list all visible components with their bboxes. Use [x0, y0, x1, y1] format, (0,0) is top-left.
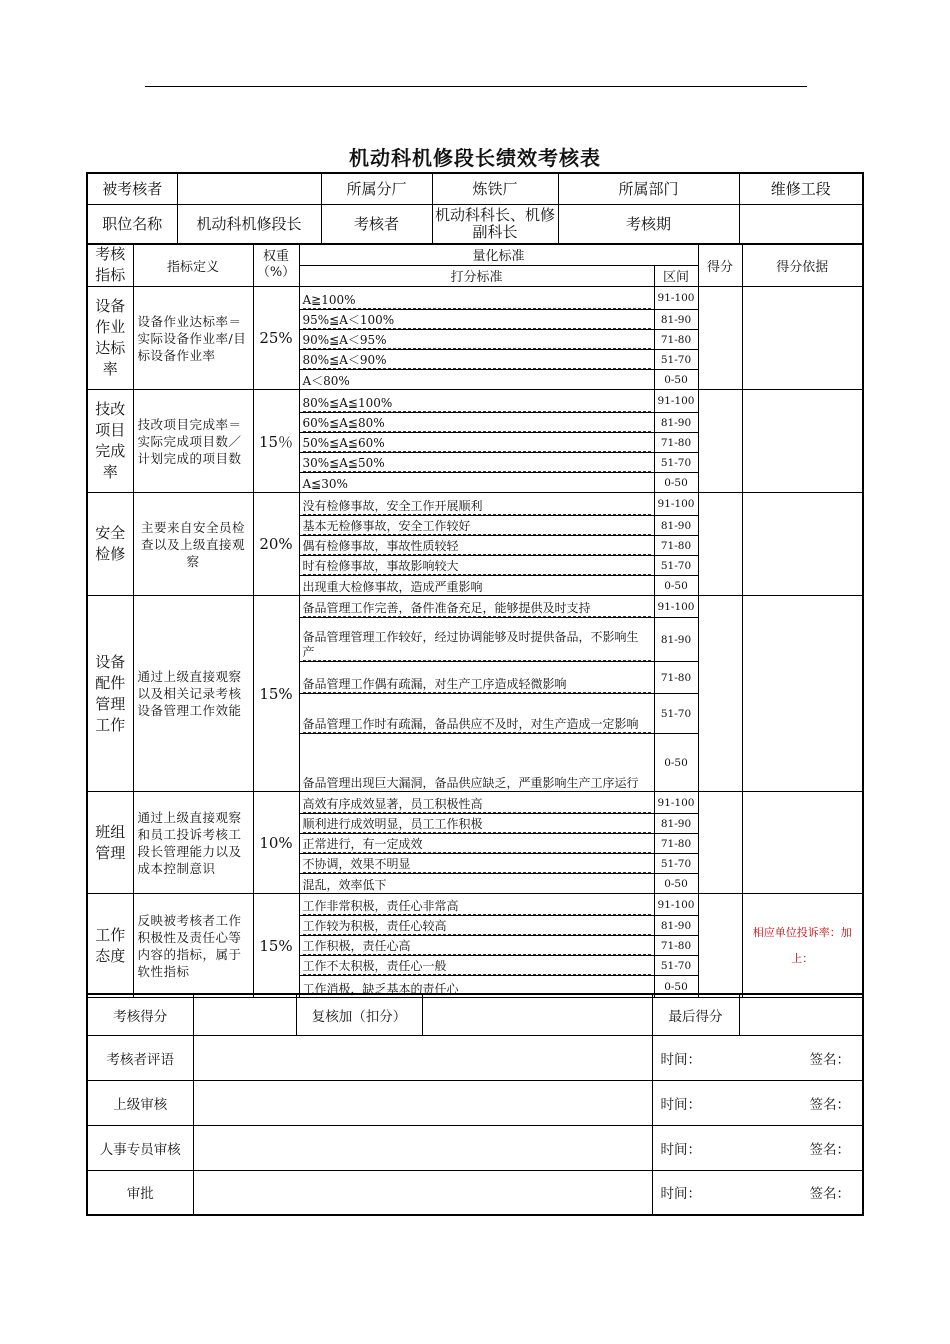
- scoring-criterion: [299, 916, 654, 936]
- scoring-criterion: [299, 814, 654, 834]
- score-range: 81-90: [654, 413, 698, 433]
- criterion-text: 90%≦A＜95%: [303, 333, 651, 349]
- score-range: 51-70: [654, 556, 698, 576]
- criterion-text: 不协调，效果不明显: [303, 857, 651, 873]
- label-branch: 所属分厂: [321, 173, 432, 204]
- score-range: 0-50: [654, 576, 698, 596]
- criterion-text: 50%≦A≦60%: [303, 436, 651, 452]
- score-range: 81-90: [654, 916, 698, 936]
- score-cell[interactable]: [698, 287, 742, 390]
- indicator-weight: 20%: [253, 493, 299, 596]
- indicator-name: 工作态度: [87, 894, 133, 998]
- criterion-text: 顺利进行成效明显，员工工作积极: [303, 817, 651, 833]
- page-title: 机动科机修段长绩效考核表: [349, 146, 601, 170]
- top-rule: [145, 86, 807, 87]
- value-assessment-score[interactable]: [193, 994, 296, 1035]
- indicator-row: [87, 596, 863, 618]
- score-range: 81-90: [654, 814, 698, 834]
- label-assessee: 被考核者: [87, 173, 177, 204]
- indicator-definition: 技改项目完成率＝实际完成项目数／计划完成的项目数: [133, 390, 253, 493]
- criterion-text: 高效有序成效显著，员工积极性高: [303, 797, 651, 813]
- col-basis: 得分依据: [742, 244, 863, 287]
- scoring-criterion: [299, 894, 654, 916]
- scoring-criterion: [299, 792, 654, 814]
- indicator-definition: 通过上级直接观察以及相关记录考核设备管理工作效能: [133, 596, 253, 792]
- approval-comment[interactable]: [193, 1035, 652, 1080]
- scoring-criterion: [299, 473, 654, 493]
- approval-row: [87, 1170, 863, 1215]
- label-final-score: 最后得分: [652, 994, 739, 1035]
- col-indicator: 考核指标: [87, 244, 133, 287]
- scoring-criterion: [299, 310, 654, 330]
- score-cell[interactable]: [698, 894, 742, 998]
- scoring-criterion: [299, 694, 654, 734]
- indicator-table: [86, 243, 864, 998]
- indicator-row: [87, 792, 863, 814]
- approval-label: 上级审核: [87, 1080, 193, 1125]
- label-position: 职位名称: [87, 204, 177, 244]
- approval-signature: 签名：: [739, 1035, 863, 1080]
- value-period[interactable]: [739, 204, 863, 244]
- col-quant: 量化标准: [299, 244, 698, 266]
- approval-signature: 签名：: [739, 1170, 863, 1215]
- score-cell[interactable]: [698, 596, 742, 792]
- value-final-score[interactable]: [739, 994, 863, 1035]
- basis-cell[interactable]: [742, 792, 863, 894]
- value-assessor: 机动科科长、机修副科长: [432, 204, 558, 244]
- scoring-criterion: [299, 493, 654, 516]
- indicator-definition: 设备作业达标率＝实际设备作业率/目标设备作业率: [133, 287, 253, 390]
- scoring-criterion: [299, 734, 654, 792]
- header-table: [86, 172, 864, 245]
- score-range: 51-70: [654, 350, 698, 370]
- criterion-text: 工作积极，责任心高: [303, 939, 651, 955]
- criterion-text: 工作消极，缺乏基本的责任心: [302, 982, 459, 996]
- indicator-name: 设备作业达标率: [87, 287, 133, 390]
- score-range: 0-50: [654, 976, 698, 998]
- indicator-row: [87, 894, 863, 916]
- approval-label: 审批: [87, 1170, 193, 1215]
- scoring-criterion: [299, 453, 654, 473]
- approval-time: 时间：: [652, 1035, 739, 1080]
- scoring-criterion: [299, 287, 654, 310]
- score-range: 71-80: [654, 433, 698, 453]
- criterion-text: 基本无检修事故，安全工作较好: [303, 519, 651, 535]
- criterion-text: A≦30%: [302, 477, 348, 491]
- indicator-row: [87, 493, 863, 516]
- approval-comment[interactable]: [193, 1170, 652, 1215]
- score-range: 71-80: [654, 536, 698, 556]
- scoring-criterion: [299, 413, 654, 433]
- indicator-definition: 反映被考核者工作积极性及责任心等内容的指标，属于软性指标: [133, 894, 253, 998]
- basis-cell[interactable]: [742, 287, 863, 390]
- score-cell[interactable]: [698, 493, 742, 596]
- score-range: 91-100: [654, 287, 698, 310]
- approval-label: 人事专员审核: [87, 1125, 193, 1170]
- indicator-row: [87, 390, 863, 413]
- scoring-criterion: [299, 370, 654, 390]
- criterion-text: 时有检修事故，事故影响较大: [303, 559, 651, 575]
- value-position: 机动科机修段长: [177, 204, 321, 244]
- indicator-weight: 10%: [253, 792, 299, 894]
- scoring-criterion: [299, 350, 654, 370]
- basis-cell[interactable]: [742, 596, 863, 792]
- criterion-text: 备品管理出现巨大漏洞，备品供应缺乏，严重影响生产工序运行: [302, 776, 639, 790]
- label-period: 考核期: [558, 204, 739, 244]
- approval-row: [87, 1035, 863, 1080]
- value-branch: 炼铁厂: [432, 173, 558, 204]
- label-assessor: 考核者: [321, 204, 432, 244]
- score-range: 71-80: [654, 662, 698, 694]
- approval-time: 时间：: [652, 1170, 739, 1215]
- indicator-weight: 15%: [253, 894, 299, 998]
- scoring-criterion: [299, 390, 654, 413]
- indicator-weight: 25%: [253, 287, 299, 390]
- approval-comment[interactable]: [193, 1080, 652, 1125]
- score-cell[interactable]: [698, 390, 742, 493]
- score-range: 0-50: [654, 734, 698, 792]
- approval-signature: 签名：: [739, 1080, 863, 1125]
- score-range: 0-50: [654, 473, 698, 493]
- approval-row: [87, 1080, 863, 1125]
- basis-cell[interactable]: [742, 390, 863, 493]
- score-range: 0-50: [654, 874, 698, 894]
- indicator-row: [87, 287, 863, 310]
- label-assessment-score: 考核得分: [87, 994, 193, 1035]
- criterion-text: A≧100%: [303, 293, 651, 309]
- indicator-name: 安全检修: [87, 493, 133, 596]
- scoring-criterion: [299, 618, 654, 662]
- score-range: 51-70: [654, 956, 698, 976]
- score-range: 71-80: [654, 834, 698, 854]
- score-range: 51-70: [654, 854, 698, 874]
- criterion-text: 备品管理工作偶有疏漏，对生产工序造成轻微影响: [303, 677, 651, 693]
- criterion-text: 没有检修事故，安全工作开展顺利: [303, 499, 651, 515]
- scoring-criterion: [299, 936, 654, 956]
- score-range: 0-50: [654, 370, 698, 390]
- scoring-criterion: [299, 536, 654, 556]
- approval-comment[interactable]: [193, 1125, 652, 1170]
- basis-cell[interactable]: [742, 493, 863, 596]
- criterion-text: 30%≦A≦50%: [303, 456, 651, 472]
- indicator-name: 设备配件管理工作: [87, 596, 133, 792]
- indicator-name: 班组管理: [87, 792, 133, 894]
- approval-signature: 签名：: [739, 1125, 863, 1170]
- label-review-adjust: 复核加（扣分）: [296, 994, 422, 1035]
- score-range: 51-70: [654, 694, 698, 734]
- col-scoring: 打分标准: [299, 265, 654, 287]
- criterion-text: 备品管理工作完善，备件准备充足，能够提供及时支持: [303, 601, 651, 617]
- score-cell[interactable]: [698, 792, 742, 894]
- scoring-criterion: [299, 516, 654, 536]
- indicator-definition: 通过上级直接观察和员工投诉考核工段长管理能力以及成本控制意识: [133, 792, 253, 894]
- score-range: 71-80: [654, 330, 698, 350]
- scoring-criterion: [299, 576, 654, 596]
- scoring-criterion: [299, 834, 654, 854]
- scoring-criterion: [299, 556, 654, 576]
- col-weight: 权重（%）: [253, 244, 299, 287]
- scoring-criterion: [299, 330, 654, 350]
- criterion-text: 80%≦A≦100%: [303, 396, 651, 412]
- value-assessee[interactable]: [177, 173, 321, 204]
- score-range: 81-90: [654, 618, 698, 662]
- criterion-text: 正常进行，有一定成效: [303, 837, 651, 853]
- value-department: 维修工段: [739, 173, 863, 204]
- score-range: 81-90: [654, 516, 698, 536]
- score-range: 91-100: [654, 493, 698, 516]
- criterion-text: 出现重大检修事故，造成严重影响: [302, 580, 483, 594]
- scoring-criterion: [299, 874, 654, 894]
- score-range: 91-100: [654, 596, 698, 618]
- approval-time: 时间：: [652, 1125, 739, 1170]
- indicator-name: 技改项目完成率: [87, 390, 133, 493]
- score-range: 91-100: [654, 390, 698, 413]
- approval-row: [87, 1125, 863, 1170]
- score-range: 71-80: [654, 936, 698, 956]
- scoring-criterion: [299, 854, 654, 874]
- criterion-text: 工作较为积极，责任心较高: [303, 919, 651, 935]
- col-range: 区间: [654, 265, 698, 287]
- approval-time: 时间：: [652, 1080, 739, 1125]
- criterion-text: 95%≦A＜100%: [303, 313, 651, 329]
- label-department: 所属部门: [558, 173, 739, 204]
- indicator-weight: 15%: [253, 596, 299, 792]
- scoring-criterion: [299, 956, 654, 976]
- col-definition: 指标定义: [133, 244, 253, 287]
- approval-label: 考核者评语: [87, 1035, 193, 1080]
- criterion-text: 备品管理管理工作较好，经过协调能够及时提供备品，不影响生产: [303, 630, 651, 661]
- score-range: 91-100: [654, 792, 698, 814]
- criterion-text: 混乱，效率低下: [302, 878, 387, 892]
- scoring-criterion: [299, 662, 654, 694]
- criterion-text: 80%≦A＜90%: [303, 353, 651, 369]
- footer-table: [86, 993, 864, 1216]
- criterion-text: 备品管理工作时有疏漏，备品供应不及时，对生产造成一定影响: [303, 717, 651, 733]
- indicator-weight: 15％: [253, 390, 299, 493]
- score-range: 81-90: [654, 310, 698, 330]
- criterion-text: 工作非常积极，责任心非常高: [303, 899, 651, 915]
- indicator-definition: 主要来自安全员检查以及上级直接观察: [133, 493, 253, 596]
- criterion-text: 60%≦A≦80%: [303, 416, 651, 432]
- col-score: 得分: [698, 244, 742, 287]
- scoring-criterion: [299, 433, 654, 453]
- scoring-criterion: [299, 596, 654, 618]
- criterion-text: A＜80%: [302, 374, 350, 388]
- basis-cell[interactable]: 相应单位投诉率：加上：: [742, 894, 863, 998]
- score-range: 91-100: [654, 894, 698, 916]
- criterion-text: 偶有检修事故，事故性质较轻: [303, 539, 651, 555]
- criterion-text: 工作不太积极，责任心一般: [303, 959, 651, 975]
- value-review-adjust[interactable]: [422, 994, 652, 1035]
- score-range: 51-70: [654, 453, 698, 473]
